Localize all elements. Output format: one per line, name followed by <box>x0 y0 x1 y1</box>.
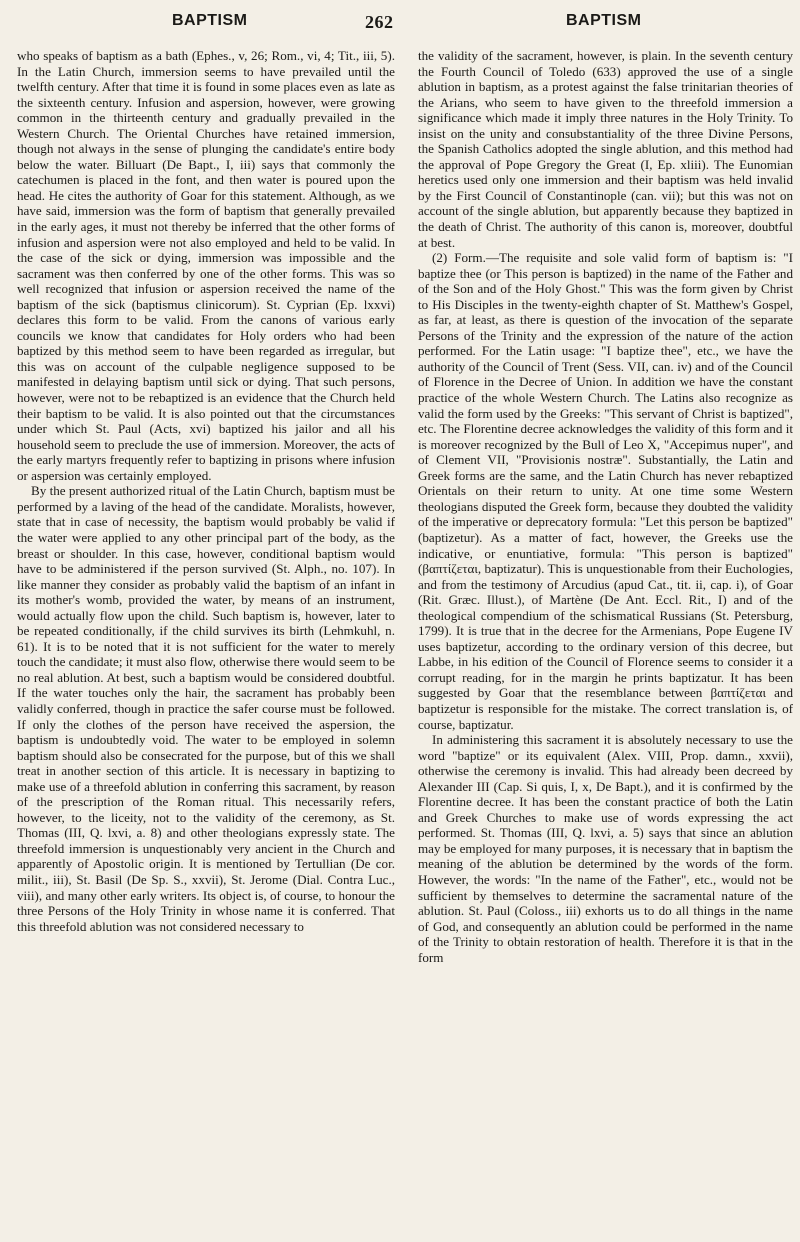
paragraph: who speaks of baptism as a bath (Ephes., v, 26; Rom., vi, 4; Tit., iii, 5). In the Latin Church, immersion seems to have prevailed until the twelfth century. After that time it is found in some places even as late as the sixteenth century. Infusion and aspersion, however, were growing common in the thirteenth century and gradually prevailed in the Western Church. The Oriental Churches have retained immersion, though not always in the sense of plunging the candidate's entire body below the water. Billuart (De Bapt., I, iii) says that commonly the catechumen is placed in the font, and then water is poured upon the head. He cites the authority of Goar for this statement. Although, as we have said, immersion was the form of baptism that generally prevailed in the early ages, it must not thereby be inferred that the other forms of infusion and aspersion were not also employed and held to be valid. In the case of the sick or dying, immersion was impossible and the sacrament was then conferred by one of the other forms. This was so well recognized that infusion or aspersion received the name of the baptism of the sick (baptismus clinicorum). St. Cyprian (Ep. lxxvi) declares this form to be valid. From the canons of various early councils we know that candidates for Holy orders who had been baptized by this method seem to have been regarded as irregular, but this was on account of the culpable negligence supposed to be manifested in delaying baptism until sick or dying. That such persons, however, were not to be rebaptized is an evidence that the Church held their baptism to be valid. It is also pointed out that the circumstances under which St. Paul (Acts, xvi) baptized his jailor and all his household seem to preclude the use of immersion. Moreover, the acts of the early martyrs frequently refer to baptizing in prisons where infusion or aspersion was certainly employed. <box>17 48 395 483</box>
running-header <box>0 12 800 36</box>
page-number: 262 <box>365 12 394 32</box>
header-left-title: BAPTISM <box>172 12 248 29</box>
left-column <box>17 48 395 934</box>
paragraph: In administering this sacrament it is absolutely necessary to use the word "baptize" or its equivalent (Alex. VIII, Prop. damn., xxvii), otherwise the ceremony is invalid. This had already been decreed by Alexander III (Cap. Si quis, I, x, De Bapt.), and it is confirmed by the Florentine decree. It has been the constant practice of both the Latin and Greek Churches to make use of words expressing the act performed. St. Thomas (III, Q. lxvi, a. 5) says that since an ablution may be employed for many purposes, it is necessary that in baptism the meaning of the ablution be determined by the words of the form. However, the words: "In the name of the Father", etc., would not be sufficient by themselves to determine the sacramental nature of the ablution. St. Paul (Coloss., iii) exhorts us to do all things in the name of God, and consequently an ablution could be performed in the name of the Trinity to obtain restoration of health. Therefore it is that in the form <box>418 732 793 965</box>
paragraph: the validity of the sacrament, however, is plain. In the seventh century the Fourth Council of Toledo (633) approved the use of a single ablution in baptism, as a protest against the false trinitarian theories of the Arians, who seem to have given to the threefold immersion a significance which made it imply three natures in the Holy Trinity. To insist on the unity and consubstantiality of the three Divine Persons, the Spanish Catholics adopted the single ablution, and this method had the approval of Pope Gregory the Great (I, Ep. xliii). The Eunomian heretics used only one immersion and their baptism was held invalid by the First Council of Constantinople (can. vii); but this was not on account of the single ablution, but apparently because they baptized in the death of Christ. The authority of this canon is, moreover, doubtful at best. <box>418 48 793 250</box>
right-column <box>418 48 793 965</box>
header-right-title: BAPTISM <box>566 12 642 29</box>
paragraph: (2) Form.—The requisite and sole valid form of baptism is: "I baptize thee (or This person is baptized) in the name of the Father and of the Son and of the Holy Ghost." This was the form given by Christ to His Disciples in the twenty-eighth chapter of St. Matthew's Gospel, as far, at least, as there is question of the invocation of the separate Persons of the Trinity and the expression of the nature of the action performed. For the Latin usage: "I baptize thee", etc., we have the authority of the Council of Trent (Sess. VII, can. iv) and of the Council of Florence in the Decree of Union. In addition we have the constant practice of the whole Western Church. The Latins also recognize as valid the form used by the Greeks: "This servant of Christ is baptized", etc. The Florentine decree acknowledges the validity of this form and it is moreover recognized by the Bull of Leo X, "Accepimus nuper", and of Clement VII, "Provisionis nostræ". Substantially, the Latin and Greek forms are the same, and the Latin Church has never rebaptized Orientals on their return to unity. At one time some Western theologians disputed the Greek form, because they doubted the validity of the imperative or deprecatory formula: "Let this person be baptized" (baptizetur). As a matter of fact, however, the Greeks use the indicative, or enuntiative, formula: "This person is baptized" (βαπτίζεται, baptizatur). This is unquestionable from their Euchologies, and from the testimony of Arcudius (apud Cat., tit. ii, cap. i), of Goar (Rit. Græc. Illust.), of Martène (De Ant. Eccl. Rit., I) and of the theological compendium of the schismatical Russians (St. Petersburg, 1799). It is true that in the decree for the Armenians, Pope Eugene IV uses baptizetur, according to the ordinary version of this decree, but Labbe, in his edition of the Council of Florence seems to consider it a corrupt reading, for in the margin he prints baptizatur. It has been suggested by Goar that the resemblance between βαπτίζεται and baptizetur is responsible for the mistake. The correct translation is, of course, baptizatur. <box>418 250 793 732</box>
paragraph: By the present authorized ritual of the Latin Church, baptism must be performed by a laving of the head of the candidate. Moralists, however, state that in case of necessity, the baptism would probably be valid if the water were applied to any other principal part of the body, as the breast or shoulder. In this case, however, conditional baptism would have to be administered if the person survived (St. Alph., no. 107). In like manner they consider as probably valid the baptism of an infant in its mother's womb, provided the water, by means of an instrument, would actually flow upon the child. Such baptism is, however, later to be repeated conditionally, if the child survives its birth (Lehmkuhl, n. 61). It is to be noted that it is not sufficient for the water to merely touch the candidate; it must also flow, otherwise there would seem to be no real ablution. At best, such a baptism would be considered doubtful. If the water touches only the hair, the sacrament has probably been validly conferred, though in practice the safer course must be followed. If only the clothes of the person have received the aspersion, the baptism is undoubtedly void. The water to be employed in solemn baptism should also be consecrated for the purpose, but of this we shall treat in another section of this article. It is necessary in baptizing to make use of a threefold ablution in conferring this sacrament, by reason of the prescription of the Roman ritual. This necessarily refers, however, to the liceity, not to the validity of the ceremony, as St. Thomas (III, Q. lxvi, a. 8) and other theologians expressly state. The threefold immersion is unquestionably very ancient in the Church and apparently of Apostolic origin. It is mentioned by Tertullian (De cor. milit., iii), St. Basil (De Sp. S., xxvii), St. Jerome (Dial. Contra Luc., viii), and many other early writers. Its object is, of course, to honour the three Persons of the Holy Trinity in whose name it is conferred. That this threefold ablution was not considered necessary to <box>17 483 395 934</box>
